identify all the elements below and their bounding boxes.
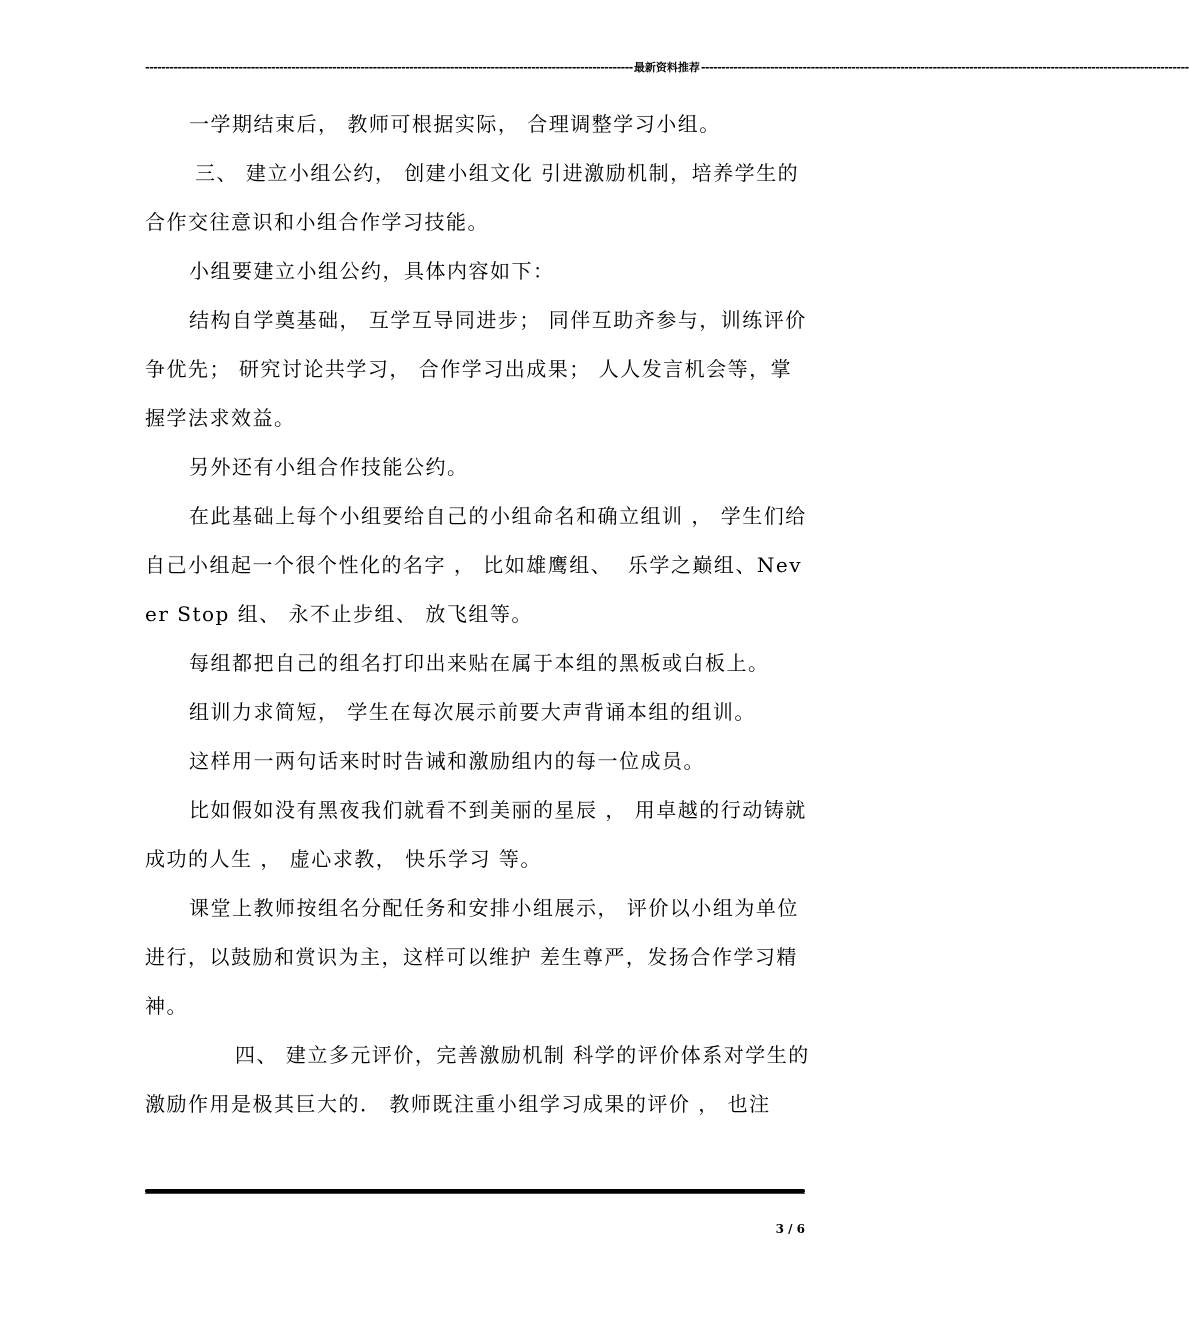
header-title: 最新资料推荐: [633, 61, 700, 74]
paragraph-6: 在此基础上每个小组要给自己的小组命名和确立组训 ， 学生们给自己小组起一个很个性化的名字 ， 比如雄鹰组、 乐学之巅组、Never Stop 组、 永不止步组、 放飞组等。: [145, 504, 807, 626]
paragraph-2: 三、 建立小组公约， 创建小组文化 引进激励机制，培养学生的合作交往意识和小组合作学习技能。: [145, 161, 800, 234]
page-header: [145, 58, 1189, 78]
paragraph-5: 另外还有小组合作技能公约。: [189, 455, 469, 479]
paragraph-11: 课堂上教师按组名分配任务和安排小组展示， 评价以小组为单位进行，以鼓励和赏识为主，这样可以维护 差生尊严，发扬合作学习精神。: [145, 896, 799, 1018]
footer-divider: [145, 1189, 805, 1193]
document-body: [145, 100, 810, 1129]
paragraph-8: 组训力求简短， 学生在每次展示前要大声背诵本组的组训。: [189, 700, 756, 724]
paragraph-9: 这样用一两句话来时时告诫和激励组内的每一位成员。: [189, 749, 705, 773]
paragraph-12: 四、 建立多元评价，完善激励机制 科学的评价体系对学生的激励作用是极其巨大的． 教师既注重小组学习成果的评价 ， 也注: [145, 1043, 810, 1116]
paragraph-7: 每组都把自己的组名打印出来贴在属于本组的黑板或白板上。: [189, 651, 770, 675]
header-rule-left: ------------------------------------------------------------------------------------------------------------------------: [145, 61, 633, 74]
paragraph-3: 小组要建立小组公约，具体内容如下：: [189, 259, 555, 283]
paragraph-4: 结构自学奠基础， 互学互导同进步； 同伴互助齐参与，训练评价争优先； 研究讨论共学习， 合作学习出成果； 人人发言机会等，掌握学法求效益。: [145, 308, 807, 430]
paragraph-1: 一学期结束后， 教师可根据实际， 合理调整学习小组。: [189, 112, 721, 136]
header-rule-right: ------------------------------------------------------------------------------------------------------------------------: [700, 61, 1189, 74]
page-number: 3 / 6: [775, 1222, 805, 1236]
paragraph-10: 比如假如没有黑夜我们就看不到美丽的星辰 ， 用卓越的行动铸就成功的人生 ， 虚心求教， 快乐学习 等。: [145, 798, 807, 871]
